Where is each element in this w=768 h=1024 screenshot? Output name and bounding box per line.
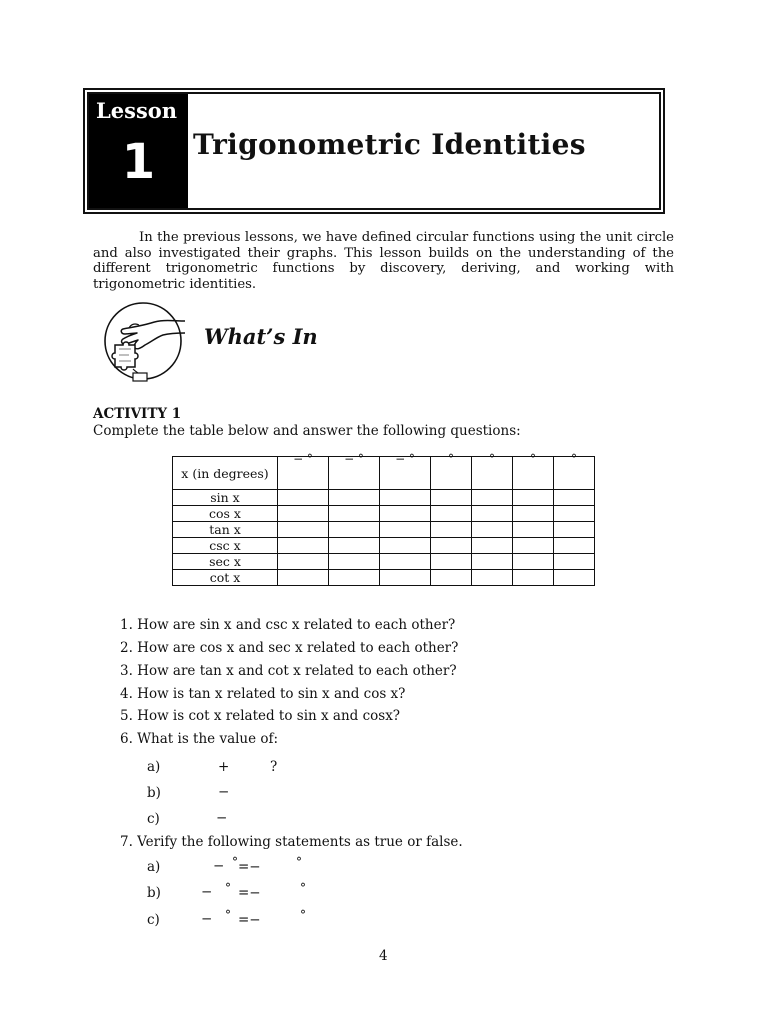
answer-cell[interactable] <box>329 570 380 586</box>
table-row <box>173 506 595 522</box>
answer-cell[interactable] <box>431 522 472 538</box>
q7-part-a-deg1: ° <box>232 855 238 869</box>
q7-part-a-deg2: ° <box>296 855 302 869</box>
header-symbol: ° <box>489 451 495 466</box>
row-label: csc x <box>173 538 278 554</box>
q7-part-c-deg1: ° <box>225 908 231 922</box>
puzzle-hand-icon <box>93 299 187 383</box>
answer-cell[interactable] <box>554 522 595 538</box>
q7-part-b-neg: − <box>201 884 213 900</box>
answer-cell[interactable] <box>472 538 513 554</box>
answer-cell[interactable] <box>554 490 595 506</box>
answer-cell[interactable] <box>513 538 554 554</box>
lesson-label-box <box>89 94 188 208</box>
question-7: 7. Verify the following statements as true or false. <box>120 834 463 850</box>
row-label: cos x <box>173 506 278 522</box>
answer-cell[interactable] <box>513 490 554 506</box>
lesson-title: Trigonometric Identities <box>193 128 586 161</box>
header-cell <box>554 451 595 490</box>
table-row <box>173 490 595 506</box>
table-row <box>173 538 595 554</box>
q7-part-b-deg1: ° <box>225 881 231 895</box>
answer-cell[interactable] <box>472 570 513 586</box>
answer-cell[interactable] <box>380 538 431 554</box>
q6-part-b-label: b) <box>147 785 161 801</box>
table-row <box>173 570 595 586</box>
answer-cell[interactable] <box>278 554 329 570</box>
q7-part-c-eq: =− <box>238 912 261 928</box>
header-symbol: − ° <box>395 451 415 466</box>
lesson-banner-inner <box>87 92 661 210</box>
answer-cell[interactable] <box>513 554 554 570</box>
q7-part-b-deg2: ° <box>300 881 306 895</box>
table-row <box>173 522 595 538</box>
q7-part-b-eq: =− <box>238 885 261 901</box>
header-symbol: − ° <box>293 451 313 466</box>
answer-cell[interactable] <box>513 570 554 586</box>
row-label: tan x <box>173 522 278 538</box>
q6-part-c-op: − <box>216 810 228 826</box>
header-symbol: − ° <box>344 451 364 466</box>
q7-part-a-neg: − <box>213 858 225 874</box>
row-label: sec x <box>173 554 278 570</box>
trig-values-table <box>172 451 595 586</box>
q7-part-a-eq: =− <box>238 859 261 875</box>
question-4: 4. How is tan x related to sin x and cos x? <box>120 686 406 702</box>
answer-cell[interactable] <box>431 570 472 586</box>
answer-cell[interactable] <box>554 506 595 522</box>
answer-cell[interactable] <box>278 506 329 522</box>
question-5: 5. How is cot x related to sin x and cosx? <box>120 708 401 724</box>
answer-cell[interactable] <box>513 506 554 522</box>
table-header-row <box>173 457 595 490</box>
table-row <box>173 554 595 570</box>
header-cell <box>513 451 554 490</box>
answer-cell[interactable] <box>431 506 472 522</box>
answer-cell[interactable] <box>329 554 380 570</box>
question-1: 1. How are sin x and csc x related to each other? <box>120 617 456 633</box>
answer-cell[interactable] <box>329 490 380 506</box>
answer-cell[interactable] <box>431 490 472 506</box>
q6-part-a-op: + <box>218 759 230 775</box>
row-label: cot x <box>173 570 278 586</box>
q7-part-c-deg2: ° <box>300 908 306 922</box>
answer-cell[interactable] <box>278 538 329 554</box>
q7-part-b-label: b) <box>147 885 161 901</box>
q7-part-c-neg: − <box>201 911 213 927</box>
answer-cell[interactable] <box>472 490 513 506</box>
answer-cell[interactable] <box>380 570 431 586</box>
header-symbol: ° <box>448 451 454 466</box>
header-cell <box>278 451 329 490</box>
answer-cell[interactable] <box>380 522 431 538</box>
answer-cell[interactable] <box>329 522 380 538</box>
answer-cell[interactable] <box>278 570 329 586</box>
answer-cell[interactable] <box>472 506 513 522</box>
q7-part-a-label: a) <box>147 859 161 875</box>
answer-cell[interactable] <box>554 538 595 554</box>
q6-part-b-op: − <box>218 784 230 800</box>
question-2: 2. How are cos x and sec x related to each other? <box>120 640 459 656</box>
lesson-word: Lesson <box>96 98 178 123</box>
q6-part-a-end: ? <box>270 759 278 775</box>
answer-cell[interactable] <box>278 522 329 538</box>
answer-cell[interactable] <box>431 554 472 570</box>
header-symbol: ° <box>571 451 577 466</box>
question-6: 6. What is the value of: <box>120 731 279 747</box>
activity-title: ACTIVITY 1 <box>93 406 182 422</box>
q7-part-c-label: c) <box>147 912 160 928</box>
header-cell <box>472 451 513 490</box>
header-label: x (in degrees) <box>173 457 278 490</box>
answer-cell[interactable] <box>472 554 513 570</box>
row-label: sin x <box>173 490 278 506</box>
intro-paragraph: In the previous lessons, we have defined circular functions using the unit circle and also investigated their graphs. This lesson builds on the understanding of the different trigonometric functions by discovery, deriving, and working with trigonometric identities. <box>93 230 674 292</box>
lesson-banner <box>83 88 665 214</box>
answer-cell[interactable] <box>329 538 380 554</box>
answer-cell[interactable] <box>278 490 329 506</box>
header-symbol: ° <box>530 451 536 466</box>
answer-cell[interactable] <box>472 522 513 538</box>
header-cell <box>431 451 472 490</box>
page-number: 4 <box>379 948 388 964</box>
answer-cell[interactable] <box>554 570 595 586</box>
answer-cell[interactable] <box>380 506 431 522</box>
q6-part-a-label: a) <box>147 759 161 775</box>
question-3: 3. How are tan x and cot x related to each other? <box>120 663 457 679</box>
answer-cell[interactable] <box>329 506 380 522</box>
answer-cell[interactable] <box>431 538 472 554</box>
answer-cell[interactable] <box>380 554 431 570</box>
activity-instruction: Complete the table below and answer the following questions: <box>93 423 521 439</box>
header-cell <box>380 451 431 490</box>
answer-cell[interactable] <box>513 522 554 538</box>
q6-part-c-label: c) <box>147 811 160 827</box>
whats-in-heading: What’s In <box>204 324 318 349</box>
lesson-number: 1 <box>121 134 156 190</box>
answer-cell[interactable] <box>554 554 595 570</box>
header-cell <box>329 451 380 490</box>
answer-cell[interactable] <box>380 490 431 506</box>
